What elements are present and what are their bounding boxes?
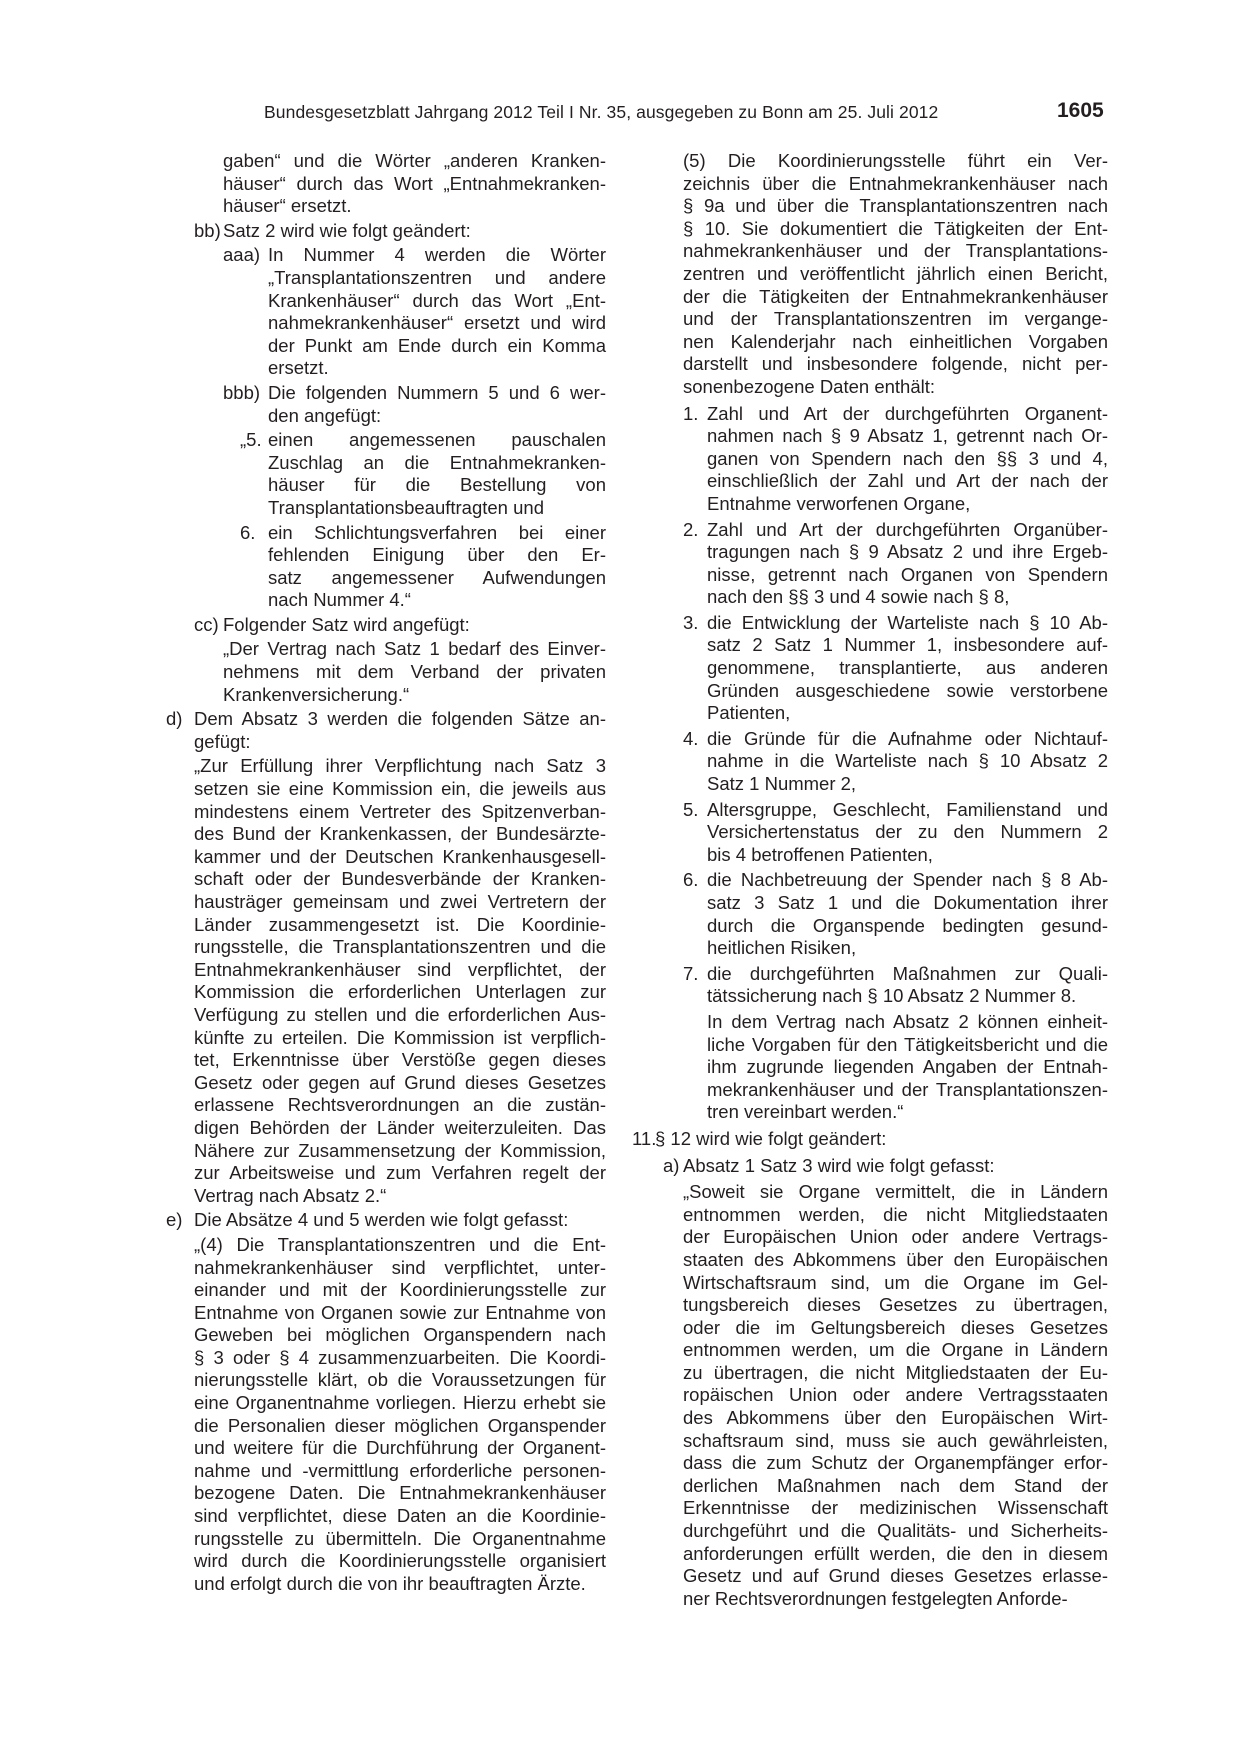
number-5-line: Zuschlag an die Entnahmekranken- <box>268 451 606 473</box>
paragraph-5-line: § 9a und über die Transplantationszentren nach <box>683 195 1108 217</box>
e-quote-line: sind verpflichtet, diese Daten an die Koordinie- <box>194 1505 606 1527</box>
cc-quote-line: Krankenversicherung.“ <box>223 683 410 705</box>
d-quote-line: „Zur Erfüllung ihrer Verpflichtung nach Satz 3 <box>194 755 606 777</box>
item-bb <box>166 220 606 243</box>
list-item-line: die Gründe für die Aufnahme oder Nichtauf- <box>707 727 1108 749</box>
a-quote-line: durchgeführt und die Qualitäts- und Sicherheits- <box>683 1520 1108 1542</box>
paragraph-5-line: zeichnis über die Entnahmekrankenhäuser nach <box>683 172 1108 194</box>
a-quote-line: Gesetz und auf Grund dieses Gesetzes erlasse- <box>683 1565 1108 1587</box>
item-e-label: e) <box>166 1209 183 1231</box>
a-quote-line: derlichen Maßnahmen nach dem Stand der <box>683 1474 1108 1496</box>
number-6-line: nach Nummer 4.“ <box>268 589 411 611</box>
closing-paragraph-line: In dem Vertrag nach Absatz 2 können einheit- <box>707 1010 1108 1032</box>
list-item-label: 4. <box>683 727 699 749</box>
paragraph-5-line: nen Kalenderjahr nach einheitlichen Vorgaben <box>683 330 1108 352</box>
d-quote-line: künfte zu erteilen. Die Kommission ist verpflich- <box>194 1026 606 1048</box>
d-quote-line: digen Behörden der Länder weiterzuleiten. Das <box>194 1116 606 1138</box>
paragraph-5-line: § 10. Sie dokumentiert die Tätigkeiten der Ent- <box>683 217 1108 239</box>
item-aaa-line: ersetzt. <box>268 357 329 379</box>
list-item-line: nisse, getrennt nach Organen von Spendern <box>707 563 1108 585</box>
cc-quote-line: nehmens mit dem Verband der privaten <box>223 661 606 683</box>
e-quote-line: „(4) Die Transplantationszentren und die Ent- <box>194 1233 606 1255</box>
d-quote-line: Entnahmekrankenhäuser sind verpflichtet, der <box>194 958 606 980</box>
item-a-text: Absatz 1 Satz 3 wird wie folgt gefasst: <box>683 1154 995 1176</box>
number-5 <box>166 429 606 519</box>
list-item-label: 1. <box>683 402 699 424</box>
paragraph-5-line: nahmekrankenhäuser und der Transplantations- <box>683 240 1108 262</box>
closing-paragraph-line: mekrankenhäuser und der Transplantationszen- <box>707 1078 1108 1100</box>
list-item-line: Versichertenstatus der zu den Nummern 2 <box>707 821 1108 843</box>
paragraph-5-line: darstellt und insbesondere folgende, nicht per- <box>683 353 1108 375</box>
a-quote-line: oder die im Geltungsbereich dieses Gesetzes <box>683 1316 1108 1338</box>
list-item-line: Satz 1 Nummer 2, <box>707 773 857 795</box>
item-d-line: gefügt: <box>194 730 251 752</box>
a-quote-line: ropäischen Union oder andere Vertragsstaaten <box>683 1384 1108 1406</box>
continuation-line: häuser“ durch das Wort „Entnahmekranken- <box>223 172 606 194</box>
list-item-line: Entnahme verworfenen Organe, <box>707 492 971 514</box>
e-quote-line: Entnahme von Organen sowie zur Entnahme von <box>194 1301 606 1323</box>
list-item-line: die Nachbetreuung der Spender nach § 8 Ab- <box>707 869 1108 891</box>
item-cc-text: Folgender Satz wird angefügt: <box>223 613 470 635</box>
a-quote-line: Wirtschaftsraum sind, um die Organe im Gel- <box>683 1271 1108 1293</box>
a-quote-line: staaten des Abkommens über den Europäischen <box>683 1248 1108 1270</box>
d-quote-line: kammer und der Deutschen Krankenhausgesell- <box>194 845 606 867</box>
list-item-line: Zahl und Art der durchgeführten Organüber- <box>707 518 1108 540</box>
item-d-line: Dem Absatz 3 werden die folgenden Sätze an- <box>194 708 606 730</box>
item-e <box>166 1209 606 1232</box>
list-item-line: die Entwicklung der Warteliste nach § 10 Ab- <box>707 611 1108 633</box>
list-item-line: Zahl und Art der durchgeführten Organent- <box>707 402 1108 424</box>
list-item-line: Patienten, <box>707 702 791 724</box>
list-item-label: 3. <box>683 611 699 633</box>
list-item <box>683 869 1108 959</box>
number-5-label: „5. <box>240 429 262 451</box>
closing-paragraph-line: tren vereinbart werden.“ <box>707 1101 904 1123</box>
e-quote-line: nahmekrankenhäuser sind verpflichtet, unter- <box>194 1256 606 1278</box>
d-quote-line: Vertrag nach Absatz 2.“ <box>194 1184 387 1206</box>
d-quote-line: mindestens einem Vertreter des Spitzenverban- <box>194 800 606 822</box>
a-quote-line: tungsbereich dieses Gesetzes zu übertragen, <box>683 1294 1108 1316</box>
running-header: Bundesgesetzblatt Jahrgang 2012 Teil I Nr. 35, ausgegeben zu Bonn am 25. Juli 2012 <box>264 102 939 122</box>
item-bb-label: bb) <box>194 219 221 241</box>
item-cc-label: cc) <box>194 613 219 635</box>
item-aaa-line: „Transplantationszentren und andere <box>268 266 606 288</box>
number-5-line: Transplantationsbeauftragten und <box>268 496 544 518</box>
right-column <box>632 150 1108 1610</box>
a-quote-line: „Soweit sie Organe vermittelt, die in Ländern <box>683 1181 1108 1203</box>
list-item-line: Gründen ausgeschiedene sowie verstorbene <box>707 679 1108 701</box>
d-quote-line: Verfügung zu stellen und die erforderlichen Aus- <box>194 1003 606 1025</box>
list-item-line: nahmen nach § 9 Absatz 1, getrennt nach Or- <box>707 425 1108 447</box>
d-quote-line: zur Arbeitsweise und zum Verfahren regelt der <box>194 1162 606 1184</box>
list-item <box>683 612 1108 725</box>
paragraph-5-line: zentren und veröffentlicht jährlich einen Bericht, <box>683 262 1108 284</box>
list-item <box>683 799 1108 867</box>
item-11-label: 11. <box>632 1127 657 1149</box>
a-quote-line: anforderungen erfüllt werden, die den in diesem <box>683 1542 1108 1564</box>
a-quote-line: zu übertragen, die nicht Mitgliedstaaten der Eu- <box>683 1361 1108 1383</box>
e-quote-line: Geweben bei möglichen Organspendern nach <box>194 1324 606 1346</box>
cc-quote-line: „Der Vertrag nach Satz 1 bedarf des Einver- <box>223 638 606 660</box>
list-item-line: durch die Organspende bedingten gesund- <box>707 914 1108 936</box>
list-item-line: nach den §§ 3 und 4 sowie nach § 8, <box>707 586 1010 608</box>
a-quote-line: schaftsraum sind, muss sie auch gewährleisten, <box>683 1429 1108 1451</box>
item-bbb <box>166 382 606 427</box>
a-quote-line: ner Rechtsverordnungen festgelegten Anforde- <box>683 1587 1068 1609</box>
list-item-line: Altersgruppe, Geschlecht, Familienstand und <box>707 798 1108 820</box>
closing-paragraph-line: liche Vorgaben für den Tätigkeitsbericht und die <box>707 1033 1108 1055</box>
list-item <box>683 963 1108 1008</box>
number-6 <box>166 522 606 612</box>
a-quote-line: entnommen werden, die nicht Mitgliedstaaten <box>683 1203 1108 1225</box>
item-aaa-line: In Nummer 4 werden die Wörter <box>268 244 606 266</box>
item-a <box>663 1154 1108 1178</box>
item-d <box>166 708 606 753</box>
list-item <box>683 519 1108 609</box>
a-quote-line: der Europäischen Union oder andere Vertrags- <box>683 1226 1108 1248</box>
d-quote-line: hausträger gemeinsam und zwei Vertretern der <box>194 891 606 912</box>
a-quote-line: des Abkommens über den Europäischen Wirt- <box>683 1407 1108 1429</box>
e-quote-line: rungsstelle zu übermitteln. Die Organentnahme <box>194 1527 606 1549</box>
item-11-text: § 12 wird wie folgt geändert: <box>655 1127 887 1149</box>
continuation-line: gaben“ und die Wörter „anderen Kranken- <box>223 150 606 171</box>
page-number: 1605 <box>1057 99 1104 122</box>
e-quote-line: eine Organentnahme vorliegen. Hierzu erhebt sie <box>194 1392 606 1414</box>
item-aaa-line: der Punkt am Ende durch ein Komma <box>268 334 606 356</box>
paragraph-5-line: und der Transplantationszentren im vergange- <box>683 308 1108 330</box>
e-quote-line: und erfolgt durch die von ihr beauftragten Ärzte. <box>194 1572 586 1594</box>
d-quote-line: Länder zusammengesetzt ist. Die Koordinie- <box>194 913 606 935</box>
list-item-line: satz 2 Satz 1 Nummer 1, insbesondere auf- <box>707 634 1108 656</box>
number-6-line: satz angemessener Aufwendungen <box>268 566 606 588</box>
e-quote-line: die Personalien dieser möglichen Organspender <box>194 1414 606 1436</box>
list-item-line: tragungen nach § 9 Absatz 2 und ihre Ergeb- <box>707 541 1108 563</box>
list-item-line: die durchgeführten Maßnahmen zur Quali- <box>707 962 1108 984</box>
e-quote-line: § 3 oder § 4 zusammenzuarbeiten. Die Koordi- <box>194 1346 606 1368</box>
d-quote-line: schaft oder der Bundesverbände der Kranken- <box>194 868 606 890</box>
e-quote-line: nierungsstelle klärt, ob die Voraussetzungen für <box>194 1369 606 1391</box>
e-quote-line: wird durch die Koordinierungsstelle organisiert <box>194 1550 606 1572</box>
e-quote-line: bezogene Daten. Die Entnahmekrankenhäuser <box>194 1482 606 1504</box>
closing-paragraph-line: ihm zugrunde liegenden Angaben der Entnah- <box>707 1056 1108 1078</box>
d-quote-line: Nähere zur Zusammensetzung der Kommission, <box>194 1139 606 1161</box>
item-d-label: d) <box>166 708 183 730</box>
a-quote-line: dass die zum Schutz der Organempfänger erfor- <box>683 1452 1108 1474</box>
list-item-label: 2. <box>683 518 699 540</box>
item-bb-text: Satz 2 wird wie folgt geändert: <box>223 219 471 241</box>
paragraph-5-line: der die Tätigkeiten der Entnahmekrankenhäuser <box>683 285 1108 307</box>
item-aaa-line: nahmekrankenhäuser“ ersetzt und wird <box>268 312 606 334</box>
e-quote-line: einander und mit der Koordinierungsstelle zur <box>194 1279 606 1301</box>
number-5-line: häuser für die Bestellung von <box>268 474 606 496</box>
item-11 <box>632 1127 1108 1151</box>
item-e-text: Die Absätze 4 und 5 werden wie folgt gefasst: <box>194 1209 569 1231</box>
d-quote-line: rungsstelle, die Transplantationszentren und die <box>194 936 606 958</box>
list-item-line: genommene, transplantierte, aus anderen <box>707 657 1108 679</box>
list-item-label: 7. <box>683 962 699 984</box>
number-6-line: fehlenden Einigung über den Er- <box>268 544 606 566</box>
paragraph-5-line: sonenbezogene Daten enthält: <box>683 375 936 397</box>
number-6-label: 6. <box>240 521 256 543</box>
list-item-line: satz 3 Satz 1 und die Dokumentation ihrer <box>707 892 1108 913</box>
e-quote-line: und weitere für die Durchführung der Organent- <box>194 1437 606 1459</box>
list-item-line: ganen von Spendern nach den §§ 3 und 4, <box>707 447 1108 469</box>
d-quote-line: Gesetz oder gegen auf Grund dieses Gesetzes <box>194 1071 606 1093</box>
d-quote-line: tet, Erkenntnisse über Verstöße gegen dieses <box>194 1049 606 1071</box>
d-quote-line: Kommission die erforderlichen Unterlagen zur <box>194 981 606 1003</box>
list-item-line: nahme in die Warteliste nach § 10 Absatz 2 <box>707 750 1108 772</box>
d-quote-line: erlassene Rechtsverordnungen an die zustän- <box>194 1094 606 1116</box>
left-column <box>166 150 606 1595</box>
item-bbb-line: den angefügt: <box>268 404 382 426</box>
d-quote-line: setzen sie eine Kommission ein, die jeweils aus <box>194 778 606 800</box>
item-bbb-label: bbb) <box>223 381 261 403</box>
item-a-label: a) <box>663 1154 680 1176</box>
list-item-label: 5. <box>683 798 699 820</box>
continuation-line: häuser“ ersetzt. <box>223 195 352 217</box>
list-item <box>683 728 1108 796</box>
list-item-line: bis 4 betroffenen Patienten, <box>707 843 933 865</box>
list-item-line: tätssicherung nach § 10 Absatz 2 Nummer 8. <box>707 985 1077 1007</box>
number-6-line: ein Schlichtungsverfahren bei einer <box>268 521 606 543</box>
a-quote-line: entnommen werden, um die Organe in Ländern <box>683 1339 1108 1361</box>
list-item <box>683 403 1108 516</box>
list-item-label: 6. <box>683 869 699 891</box>
item-bbb-line: Die folgenden Nummern 5 und 6 wer- <box>268 381 606 403</box>
list-item-line: einschließlich der Zahl und Art der nach der <box>707 470 1108 492</box>
e-quote-line: nahme und -vermittlung erforderliche personen- <box>194 1459 606 1481</box>
item-aaa <box>166 244 606 380</box>
d-quote-line: des Bund der Krankenkassen, der Bundesärzte- <box>194 823 606 845</box>
list-item-line: heitlichen Risiken, <box>707 937 857 959</box>
number-5-line: einen angemessenen pauschalen <box>268 429 606 451</box>
item-aaa-line: Krankenhäuser“ durch das Wort „Ent- <box>268 289 606 311</box>
a-quote-line: Erkenntnisse der medizinischen Wissenschaft <box>683 1497 1108 1519</box>
paragraph-5-line: (5) Die Koordinierungsstelle führt ein Ver- <box>683 150 1108 171</box>
item-aaa-label: aaa) <box>223 244 261 266</box>
item-cc <box>166 614 606 637</box>
